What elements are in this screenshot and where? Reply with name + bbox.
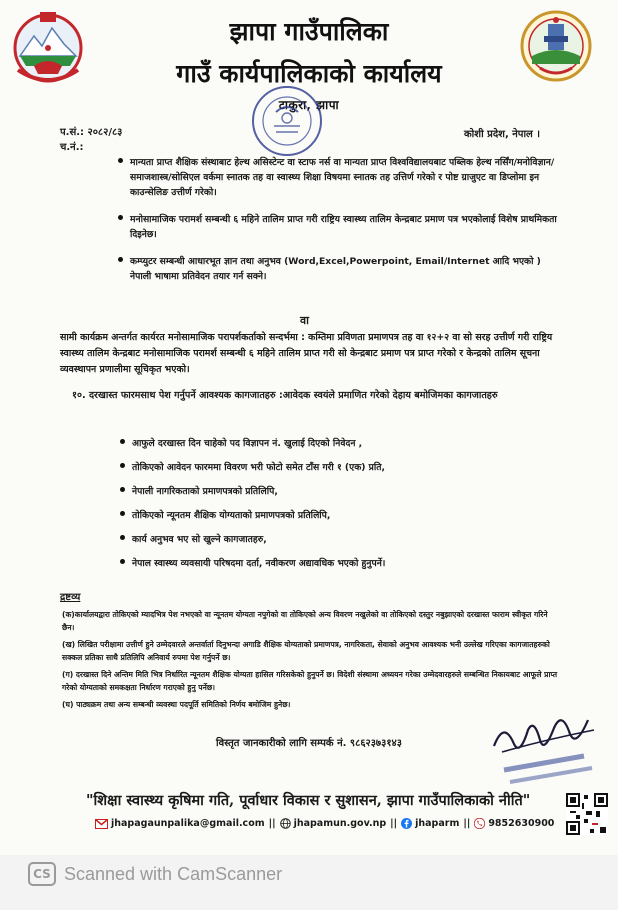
globe-icon [280,818,291,829]
bullet-icon [118,257,123,262]
province-label: कोशी प्रदेश, नेपाल । [464,129,541,140]
contact-line: विस्तृत जानकारीको लागि सम्पर्क नं. ९८६२३७३१४३ [216,738,402,749]
bullet-icon [120,535,125,540]
gmail-icon [95,819,108,829]
bullet-icon [120,487,125,492]
list-item [120,460,560,475]
bullet-icon [118,215,123,220]
list-item [120,556,560,571]
notes-block [62,608,562,715]
list-item [118,155,558,200]
office-address: टाकुरा, झापा [278,98,340,112]
alternative-qualification-paragraph: सामी कार्यक्रम अन्तर्गत कार्यरत मनोसामाजिक परापर्शकर्ताको सन्दर्भमा : कम्तिमा प्रविणता प्रमाणपत्र तह वा १२+२ वा सो सरह उत्तीर्ण गरी राष्ट्रिय स्वास्थ्य तालिम केन्द्रबाट मनोसामाजिक परामर्श सम्बन्धी ६ महिने तालिम प्राप्त गरी सो केन्द्रबाट प्रमाण पत्र प्राप्त गरेको र केन्द्रको तालिम सूचना व्यवस्थापन प्रणालीमा सूचिकृत भएको। [60,332,553,375]
document-text: आफुले दरखास्त दिन चाहेको पद विज्ञापन नं. खुलाई दिएको निवेदन , [132,438,363,449]
footer-phone[interactable]: 9852630900 [488,818,555,829]
camscanner-text: Scanned with CamScanner [64,863,283,884]
facebook-icon [401,818,412,829]
separator: || [390,818,398,829]
footer-email[interactable]: jhapagaunpalika@gmail.com [111,818,265,829]
list-item [118,254,558,284]
document-text: तोकिएको आवेदन फारममा विवरण भरी फोटो समेत टाँस गरी १ (एक) प्रति, [132,462,386,473]
note-item: (ख) लिखित परीक्षामा उत्तीर्ण हुने उम्मेदवारले अन्तर्वार्ता दिनुभन्दा अगाडि शैक्षिक योग्यताको प्रमाणपत्र, नागरिकता, सेवाको अनुभव आवश्यक भनी उल्लेख गरिएका कागजातहरुको सक्कल प्रतिका साथै प्रतिलिपि अनिवार्य रुपमा पेश गर्नुपर्ने छ। [62,640,550,662]
office-stamp-icon [248,82,326,160]
section-10-heading: १०. दरखास्त फारमसाथ पेश गर्नुपर्ने आवश्यक कागजातहरु :आवेदक स्वयंले प्रमाणित गरेको देहाय बमोजिमका कागजातहरु [72,390,498,401]
document-text: कार्य अनुभव भए सो खुल्ने कागजातहरु, [132,534,267,545]
list-item [120,532,560,547]
list-item [120,508,560,523]
list-item [120,436,560,451]
camscanner-logo-icon: CS [28,862,56,886]
required-documents-list [120,436,560,580]
office-subtitle: गाउँ कार्यपालिकाको कार्यालय [176,59,442,88]
or-label: वा [300,314,309,327]
note-item: (ग) दरखास्त दिने अन्तिम मिति भित्र निर्धारित न्यूनतम शैक्षिक योग्यता हासिल गरिसकेको हुनुपर्ने छ। विदेशी संस्थामा अध्ययन गरेका उम्मेदवारहरुले सम्बन्धित निकायबाट आफूले प्राप्त गरेको योग्यताको समकक्षता निर्धारण गराएको हुनु पर्नेछ। [62,670,558,692]
footer-website[interactable]: jhapamun.gov.np [293,818,387,829]
office-title: झापा गाउँपालिका [229,17,389,46]
document-text: नेपाल स्वास्थ्य व्यवसायी परिषदमा दर्ता, नवीकरण अद्यावधिक भएको हुनुपर्ने। [132,558,386,569]
list-item [120,484,560,499]
footer-contacts [95,818,555,829]
signature-icon [484,700,604,795]
bullet-icon [120,559,125,564]
bullet-icon [118,158,123,163]
qualification-text: मान्यता प्राप्त शैक्षिक संस्थाबाट हेल्थ असिस्टेन्ट वा स्टाफ नर्स वा मान्यता प्राप्त विश्वविद्यालयबाट पब्लिक हेल्थ नर्सिंग/मनोविज्ञान/समाजशास्त्र/सोसिएल वर्कमा स्नातक तह वा स्वास्थ्य शिक्षा विषयमा स्नातक तह उत्तिर्ण गरेको र पोष्ट ग्राजुएट वा डिप्लोमा इन काउन्सेलिङ उत्तीर्ण गरेको। [130,157,555,198]
qr-code-icon[interactable] [566,793,608,835]
separator: || [463,818,471,829]
notes-heading: द्रष्टव्य [60,592,81,603]
municipality-motto: "शिक्षा स्वास्थ्य कृषिमा गति, पूर्वाधार विकास र सुशासन, झापा गाउँपालिकाको नीति" [86,792,531,809]
footer-facebook[interactable]: jhaparm [415,818,460,829]
qualification-text: कम्प्युटर सम्बन्धी आधारभूत ज्ञान तथा अनुभव (Word,Excel,Powerpoint, Email/Internet आदि भएको ) नेपाली भाषामा प्रतिवेदन तयार गर्न सक्ने। [130,256,541,282]
bullet-icon [120,439,125,444]
separator: || [268,818,276,829]
document-text: तोकिएको न्यूनतम शैक्षिक योग्यताको प्रमाणपत्रको प्रतिलिपि, [132,510,331,521]
bullet-icon [120,511,125,516]
list-item [118,212,558,242]
note-item: (क)कार्यालयद्वारा तोकिएको म्यादभित्र पेश नभएको वा न्यूनतम योग्यता नपुगेको वा तोकिएको अन्य विवरण नखुलेको वा तोकिएको दस्तुर नबुझाएको दरखास्त फाराम स्वीकृत गरिने छैन। [62,610,548,632]
note-item: (घ) पाठ्यक्रम तथा अन्य सम्बन्धी व्यवस्था पदपूर्ति समितिको निर्णय बमोजिम हुनेछ। [62,700,291,709]
reference-number: प.सं.: २०८२/८३ [60,127,123,138]
bullet-icon [120,463,125,468]
qualification-text: मनोसामाजिक परामर्श सम्बन्धी ६ महिने तालिम प्राप्त गरी राष्ट्रिय स्वास्थ्य तालिम केन्द्रबाट प्रमाण पत्र भएकोलाई विशेष प्राथमिकता दिइनेछ। [130,214,557,240]
document-text: नेपाली नागरिकताको प्रमाणपत्रको प्रतिलिपि, [132,486,278,497]
qualification-list [118,155,558,296]
camscanner-watermark [28,862,282,886]
phone-icon [474,818,485,829]
dispatch-number: च.नं.: [60,142,84,153]
